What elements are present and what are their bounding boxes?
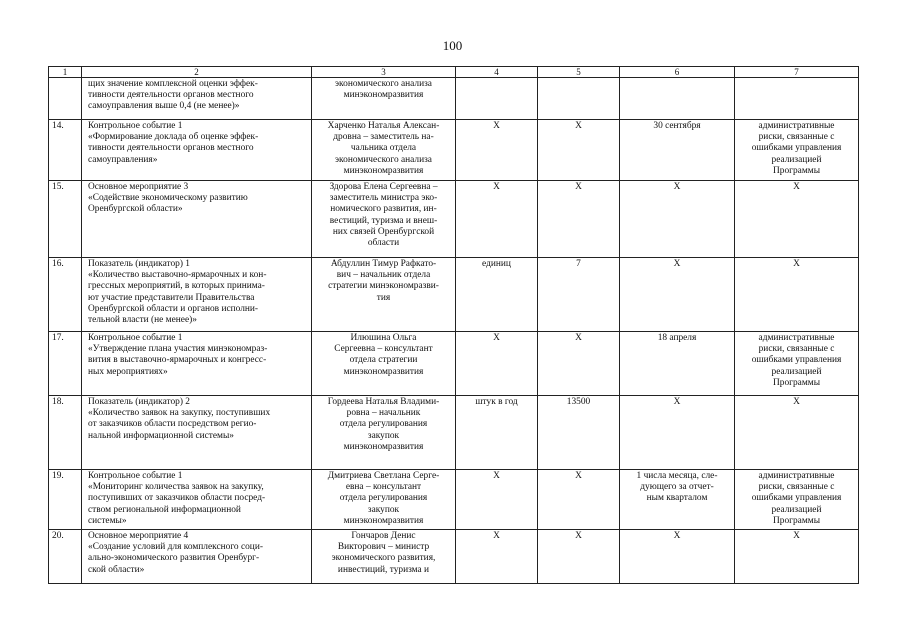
responsible-line: закупок bbox=[367, 504, 400, 515]
responsible-line: дровна – заместитель на- bbox=[333, 132, 434, 143]
deadline-line: Х bbox=[673, 259, 681, 269]
row-number-cell bbox=[49, 181, 82, 258]
responsible-line: экономического анализа bbox=[335, 79, 432, 89]
deadline-cell bbox=[620, 120, 735, 181]
value-cell bbox=[538, 396, 620, 470]
value-cell bbox=[538, 78, 620, 120]
responsible-line: Гордеева Наталья Владими- bbox=[327, 397, 440, 407]
responsible-line: экономического анализа bbox=[335, 154, 432, 165]
responsible-line: Харченко Наталья Алексан- bbox=[327, 121, 440, 131]
responsible-line: Гончаров Денис bbox=[351, 531, 416, 541]
description-line: «Мониторинг количества заявок на закупку, bbox=[88, 482, 264, 493]
value-cell bbox=[538, 530, 620, 584]
description-line: самоуправления выше 0,4 (не менее)» bbox=[88, 101, 240, 112]
risk-line: Х bbox=[793, 259, 800, 269]
responsible-line: тия bbox=[376, 292, 391, 303]
table-row bbox=[49, 120, 859, 181]
responsible-line: вич – начальник отдела bbox=[336, 270, 431, 281]
deadline-cell bbox=[620, 332, 735, 396]
unit-value: Х bbox=[493, 471, 500, 481]
unit-cell bbox=[456, 258, 538, 332]
description-line: «Количество заявок на закупку, поступивших bbox=[88, 408, 271, 419]
description-line: ных мероприятиях» bbox=[88, 366, 168, 377]
description-line: системы» bbox=[88, 515, 127, 526]
row-number: 15. bbox=[52, 182, 64, 192]
responsible-cell bbox=[312, 78, 456, 120]
description-line: Контрольное событие 1 bbox=[88, 471, 183, 481]
unit-cell bbox=[456, 530, 538, 584]
risk-cell bbox=[735, 396, 859, 470]
description-line: вития в выставочно-ярмарочных и конгресс- bbox=[88, 355, 267, 366]
target-value: Х bbox=[575, 121, 582, 131]
responsible-cell bbox=[312, 470, 456, 530]
description-line: поступивших от заказчиков области посред- bbox=[88, 493, 266, 504]
description-cell bbox=[82, 530, 312, 584]
description-line: Показатель (индикатор) 1 bbox=[88, 259, 190, 269]
description-cell bbox=[82, 258, 312, 332]
responsible-line: отдела регулирования bbox=[339, 419, 428, 430]
risk-line: административные bbox=[758, 121, 835, 131]
description-line: Оренбургской области и органов исполни- bbox=[88, 303, 259, 314]
responsible-line: отдела стратегии bbox=[349, 355, 418, 366]
description-cell bbox=[82, 78, 312, 120]
description-cell bbox=[82, 470, 312, 530]
responsible-line: заместитель министра эко- bbox=[329, 193, 438, 204]
responsible-line: отдела регулирования bbox=[339, 493, 428, 504]
responsible-cell bbox=[312, 396, 456, 470]
description-line: Контрольное событие 1 bbox=[88, 333, 183, 343]
description-line: щих значение комплексной оценки эффек- bbox=[88, 79, 258, 89]
table-row bbox=[49, 396, 859, 470]
risk-line: ошибками управления bbox=[751, 493, 842, 504]
risk-line: реализацией bbox=[771, 504, 822, 515]
table-row bbox=[49, 78, 859, 120]
deadline-cell bbox=[620, 530, 735, 584]
target-value: 13500 bbox=[566, 397, 591, 407]
risk-cell bbox=[735, 78, 859, 120]
description-cell bbox=[82, 396, 312, 470]
header-cell: 6 bbox=[620, 67, 735, 78]
description-cell bbox=[82, 332, 312, 396]
risk-line: административные bbox=[758, 471, 835, 481]
deadline-cell bbox=[620, 78, 735, 120]
header-cell: 4 bbox=[456, 67, 538, 78]
unit-value: Х bbox=[493, 121, 500, 131]
header-row bbox=[49, 67, 859, 78]
description-line: «Создание условий для комплексного соци- bbox=[88, 542, 263, 553]
risk-line: Х bbox=[793, 397, 800, 407]
deadline-line: дующего за отчет- bbox=[640, 482, 714, 493]
responsible-line: Викторович – министр bbox=[337, 542, 430, 553]
risk-line: ошибками управления bbox=[751, 355, 842, 366]
page-number: 100 bbox=[442, 38, 463, 53]
table-row bbox=[49, 332, 859, 396]
unit-cell bbox=[456, 120, 538, 181]
risk-line: Программы bbox=[772, 165, 820, 176]
target-value: 7 bbox=[576, 259, 581, 269]
description-line: ством региональной информационной bbox=[88, 504, 241, 515]
description-cell bbox=[82, 181, 312, 258]
unit-value: Х bbox=[493, 531, 500, 541]
responsible-line: Здорова Елена Сергеевна – bbox=[329, 182, 438, 192]
risk-cell bbox=[735, 332, 859, 396]
description-line: Оренбургской области» bbox=[88, 204, 183, 215]
description-line: тивности деятельности органов местного bbox=[88, 143, 254, 154]
unit-cell bbox=[456, 470, 538, 530]
risk-line: реализацией bbox=[771, 366, 822, 377]
description-line: Основное мероприятие 4 bbox=[88, 531, 189, 541]
unit-value: Х bbox=[493, 182, 500, 192]
description-line: «Утверждение плана участия минэкономраз- bbox=[88, 344, 268, 355]
responsible-line: закупок bbox=[367, 430, 400, 441]
risk-line: Х bbox=[793, 531, 800, 541]
row-number-cell bbox=[49, 530, 82, 584]
target-value: Х bbox=[575, 531, 582, 541]
row-number: 18. bbox=[52, 397, 64, 407]
responsible-line: них связей Оренбургской bbox=[332, 226, 435, 237]
risk-line: риски, связанные с bbox=[758, 132, 835, 143]
deadline-line: Х bbox=[673, 397, 681, 407]
responsible-line: номического развития, ин- bbox=[330, 204, 437, 215]
responsible-line: вестиций, туризма и внеш- bbox=[329, 215, 438, 226]
table-row bbox=[49, 470, 859, 530]
risk-line: Программы bbox=[772, 377, 820, 388]
responsible-cell bbox=[312, 120, 456, 181]
deadline-cell bbox=[620, 181, 735, 258]
description-line: тельной власти (не менее)» bbox=[88, 315, 197, 326]
description-line: тивности деятельности органов местного bbox=[88, 90, 254, 101]
row-number-cell bbox=[49, 396, 82, 470]
risk-cell bbox=[735, 181, 859, 258]
deadline-line: Х bbox=[673, 182, 681, 192]
risk-cell bbox=[735, 258, 859, 332]
responsible-line: Илюшина Ольга bbox=[350, 333, 417, 343]
responsible-line: экономического развития, bbox=[331, 553, 436, 564]
description-line: грессных мероприятий, в которых принима- bbox=[88, 281, 265, 292]
risk-line: риски, связанные с bbox=[758, 482, 835, 493]
row-number-cell bbox=[49, 332, 82, 396]
header-cell: 1 bbox=[49, 67, 82, 78]
row-number-cell bbox=[49, 78, 82, 120]
description-line: от заказчиков области посредством регио- bbox=[88, 419, 257, 430]
description-line: нальной информационной системы» bbox=[88, 430, 234, 441]
responsible-line: инвестиций, туризма и bbox=[337, 564, 430, 575]
target-value: Х bbox=[575, 471, 582, 481]
header-cell: 5 bbox=[538, 67, 620, 78]
responsible-line: минэкономразвития bbox=[343, 515, 424, 526]
value-cell bbox=[538, 181, 620, 258]
row-number: 16. bbox=[52, 259, 64, 269]
description-line: ской области» bbox=[88, 564, 145, 575]
unit-value: Х bbox=[493, 333, 500, 343]
row-number-cell bbox=[49, 258, 82, 332]
unit-cell bbox=[456, 181, 538, 258]
responsible-cell bbox=[312, 258, 456, 332]
risk-cell bbox=[735, 120, 859, 181]
risk-cell bbox=[735, 530, 859, 584]
responsible-line: минэкономразвития bbox=[343, 165, 424, 176]
description-cell bbox=[82, 120, 312, 181]
row-number: 20. bbox=[52, 531, 64, 541]
responsible-line: минэкономразвития bbox=[343, 441, 424, 452]
deadline-line: 18 апреля bbox=[657, 333, 697, 343]
risk-line: реализацией bbox=[771, 154, 822, 165]
row-number: 17. bbox=[52, 333, 64, 343]
description-line: «Формирование доклада об оценке эффек- bbox=[88, 132, 259, 143]
responsible-cell bbox=[312, 332, 456, 396]
risk-line: административные bbox=[758, 333, 835, 343]
risk-cell bbox=[735, 470, 859, 530]
value-cell bbox=[538, 470, 620, 530]
row-number-cell bbox=[49, 120, 82, 181]
responsible-line: Дмитриева Светлана Серге- bbox=[327, 471, 440, 481]
unit-value: штук в год bbox=[475, 397, 518, 407]
risk-line: ошибками управления bbox=[751, 143, 842, 154]
responsible-cell bbox=[312, 181, 456, 258]
header-cell: 3 bbox=[312, 67, 456, 78]
responsible-line: области bbox=[367, 238, 400, 249]
deadline-cell bbox=[620, 470, 735, 530]
risk-line: Программы bbox=[772, 515, 820, 526]
responsible-line: ровна – начальник bbox=[346, 408, 421, 419]
description-line: Основное мероприятие 3 bbox=[88, 182, 189, 192]
description-line: Показатель (индикатор) 2 bbox=[88, 397, 190, 407]
responsible-line: Абдуллин Тимур Рафкато- bbox=[330, 259, 437, 269]
responsible-line: стратегии минэкономразви- bbox=[328, 281, 439, 292]
responsible-cell bbox=[312, 530, 456, 584]
deadline-cell bbox=[620, 396, 735, 470]
header-cell: 2 bbox=[82, 67, 312, 78]
program-table bbox=[48, 66, 859, 584]
target-value: Х bbox=[575, 182, 582, 192]
target-value: Х bbox=[575, 333, 582, 343]
description-line: «Содействие экономическому развитию bbox=[88, 193, 248, 204]
table-row bbox=[49, 530, 859, 584]
unit-cell bbox=[456, 332, 538, 396]
deadline-line: ным кварталом bbox=[646, 493, 708, 504]
responsible-line: минэкономразвития bbox=[343, 366, 424, 377]
deadline-cell bbox=[620, 258, 735, 332]
value-cell bbox=[538, 120, 620, 181]
deadline-line: Х bbox=[673, 531, 681, 541]
value-cell bbox=[538, 258, 620, 332]
unit-value: единиц bbox=[482, 259, 511, 269]
header-cell: 7 bbox=[735, 67, 859, 78]
unit-cell bbox=[456, 396, 538, 470]
responsible-line: минэкономразвития bbox=[343, 90, 424, 101]
description-line: ально-экономического развития Оренбург- bbox=[88, 553, 260, 564]
row-number-cell bbox=[49, 470, 82, 530]
table-row bbox=[49, 258, 859, 332]
description-line: «Количество выставочно-ярмарочных и кон- bbox=[88, 270, 267, 281]
responsible-line: Сергеевна – консультант bbox=[334, 344, 433, 355]
table-row bbox=[49, 181, 859, 258]
deadline-line: 1 числа месяца, сле- bbox=[636, 471, 718, 481]
description-line: ют участие представители Правительства bbox=[88, 292, 255, 303]
unit-cell bbox=[456, 78, 538, 120]
row-number: 14. bbox=[52, 121, 64, 131]
responsible-line: евна – консультант bbox=[345, 482, 422, 493]
risk-line: Х bbox=[793, 182, 800, 192]
row-number: 19. bbox=[52, 471, 64, 481]
risk-line: риски, связанные с bbox=[758, 344, 835, 355]
value-cell bbox=[538, 332, 620, 396]
responsible-line: чальника отдела bbox=[350, 143, 417, 154]
description-line: Контрольное событие 1 bbox=[88, 121, 183, 131]
deadline-line: 30 сентября bbox=[653, 121, 701, 131]
description-line: самоуправления» bbox=[88, 154, 158, 165]
